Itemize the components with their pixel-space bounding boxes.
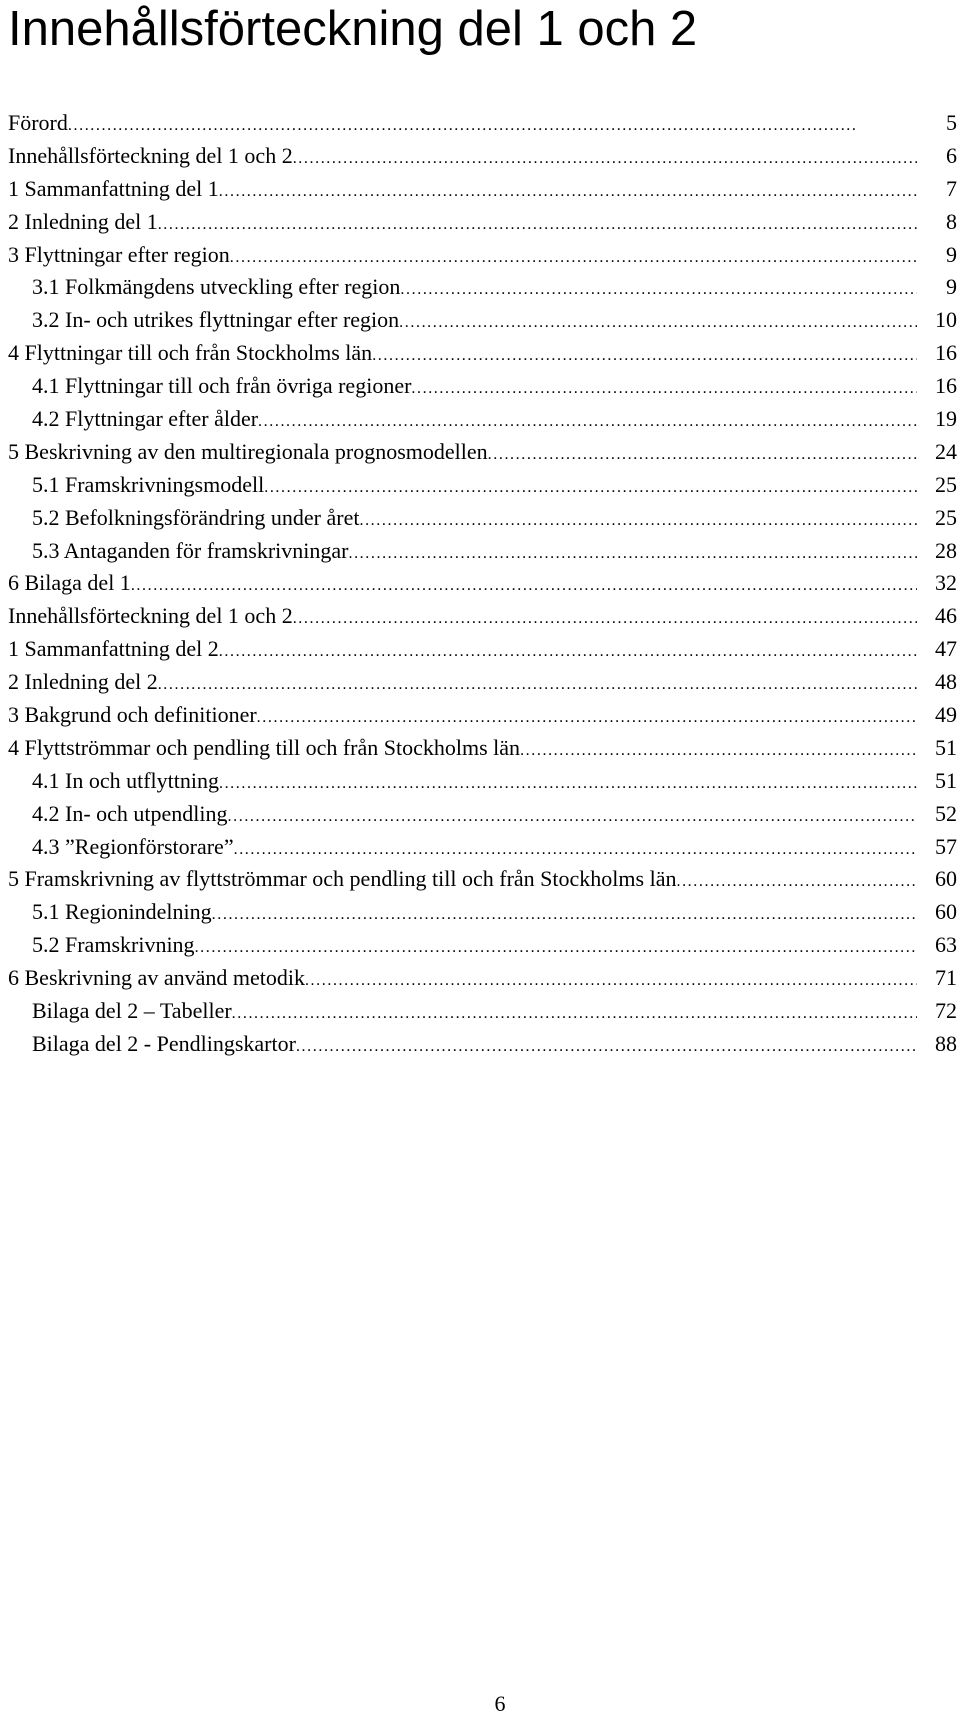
dot-leader <box>411 370 917 405</box>
toc-entry[interactable] <box>0 107 960 140</box>
toc-entry[interactable] <box>0 929 960 962</box>
dot-leader <box>488 436 917 471</box>
toc-entry-title: 1 Sammanfattning del 2 <box>8 633 219 668</box>
dot-leader <box>264 469 917 504</box>
toc-entry-title: 5.1 Framskrivningsmodell <box>32 469 264 504</box>
toc-entry-title: 5.1 Regionindelning <box>32 896 212 931</box>
toc-entry[interactable] <box>0 896 960 929</box>
dot-leader <box>68 107 917 142</box>
toc-entry-page-number: 9 <box>946 274 957 300</box>
toc-entry-link[interactable] <box>8 337 917 372</box>
toc-entry-title: 4 Flyttströmmar och pendling till och från Stockholms län <box>8 732 520 767</box>
toc-entry-link[interactable] <box>8 107 917 142</box>
toc-entry-link[interactable] <box>8 173 917 208</box>
toc-entry-link[interactable] <box>32 1028 917 1063</box>
toc-entry-page-number: 48 <box>935 669 957 695</box>
toc-entry-title: 5.2 Framskrivning <box>32 929 195 964</box>
toc-entry[interactable] <box>0 535 960 568</box>
toc-entry-title: 2 Inledning del 2 <box>8 666 158 701</box>
toc-entry-title: 4 Flyttningar till och från Stockholms län <box>8 337 372 372</box>
toc-entry[interactable] <box>0 666 960 699</box>
toc-entry-page-number: 28 <box>935 537 957 563</box>
toc-entry[interactable] <box>0 502 960 535</box>
dot-leader <box>296 1028 917 1063</box>
dot-leader <box>195 929 917 964</box>
toc-entry-link[interactable] <box>8 699 917 734</box>
toc-entry[interactable] <box>0 469 960 502</box>
toc-entry-page-number: 9 <box>946 241 957 267</box>
toc-entry-link[interactable] <box>32 896 917 931</box>
toc-entry-page-number: 47 <box>935 636 957 662</box>
dot-leader <box>230 239 917 274</box>
toc-entry-link[interactable] <box>8 206 917 241</box>
toc-entry[interactable] <box>0 140 960 173</box>
page-number: 6 <box>494 1691 506 1716</box>
toc-entry-link[interactable] <box>8 732 917 767</box>
toc-entry-page-number: 51 <box>935 734 957 760</box>
page-title: Innehållsförteckning del 1 och 2 <box>8 2 698 56</box>
toc-entry-title: 4.1 In och utflyttning <box>32 765 219 800</box>
dot-leader <box>228 798 917 833</box>
dot-leader <box>131 567 917 602</box>
table-of-contents <box>0 107 960 1061</box>
toc-entry-link[interactable] <box>8 239 917 274</box>
dot-leader <box>232 995 917 1030</box>
toc-entry-link[interactable] <box>8 567 917 602</box>
toc-entry[interactable] <box>0 863 960 896</box>
toc-entry-link[interactable] <box>8 633 917 668</box>
toc-entry-page-number: 6 <box>946 142 957 168</box>
dot-leader <box>676 863 917 898</box>
toc-entry-link[interactable] <box>32 403 917 438</box>
toc-entry[interactable] <box>0 206 960 239</box>
toc-entry[interactable] <box>0 962 960 995</box>
toc-entry-title: Bilaga del 2 - Pendlingskartor <box>32 1028 296 1063</box>
toc-entry-page-number: 10 <box>935 307 957 333</box>
toc-entry-link[interactable] <box>8 863 917 898</box>
toc-entry-title: Innehållsförteckning del 1 och 2 <box>8 600 293 635</box>
toc-entry[interactable] <box>0 567 960 600</box>
dot-leader <box>348 535 917 570</box>
toc-entry[interactable] <box>0 995 960 1028</box>
toc-entry-title: 4.1 Flyttningar till och från övriga regioner <box>32 370 411 405</box>
toc-entry-link[interactable] <box>32 271 917 306</box>
toc-entry-page-number: 5 <box>946 110 957 135</box>
toc-entry-title: 5 Framskrivning av flyttströmmar och pendling till och från Stockholms län <box>8 863 676 898</box>
toc-entry-page-number: 25 <box>935 504 957 530</box>
toc-entry-page-number: 52 <box>935 800 957 826</box>
toc-entry-link[interactable] <box>32 304 917 339</box>
toc-entry-link[interactable] <box>32 765 917 800</box>
toc-entry-page-number: 72 <box>935 998 957 1024</box>
toc-entry-link[interactable] <box>8 140 917 175</box>
dot-leader <box>158 206 917 241</box>
toc-entry-page-number: 19 <box>935 406 957 432</box>
dot-leader <box>293 140 917 175</box>
toc-entry-title: 5.2 Befolkningsförändring under året <box>32 502 359 537</box>
toc-entry-title: 2 Inledning del 1 <box>8 206 158 241</box>
dot-leader <box>158 666 917 701</box>
dot-leader <box>520 732 917 767</box>
toc-entry-title: 3.1 Folkmängdens utveckling efter region <box>32 271 400 306</box>
toc-entry-page-number: 88 <box>935 1030 957 1056</box>
toc-entry-page-number: 16 <box>935 340 957 366</box>
toc-entry-title: 4.3 ”Regionförstorare” <box>32 831 234 866</box>
toc-entry-title: Bilaga del 2 – Tabeller <box>32 995 232 1030</box>
toc-entry-link[interactable] <box>8 962 917 997</box>
toc-entry-page-number: 63 <box>935 932 957 958</box>
dot-leader <box>372 337 917 372</box>
toc-entry[interactable] <box>0 271 960 304</box>
toc-entry-title: 6 Bilaga del 1 <box>8 567 131 602</box>
dot-leader <box>293 600 917 635</box>
toc-entry[interactable] <box>0 600 960 633</box>
dot-leader <box>219 633 917 668</box>
toc-entry-page-number: 60 <box>935 899 957 925</box>
toc-entry-page-number: 46 <box>935 603 957 629</box>
dot-leader <box>212 896 917 931</box>
dot-leader <box>359 502 917 537</box>
toc-entry-title: 5.3 Antaganden för framskrivningar <box>32 535 348 570</box>
toc-entry[interactable] <box>0 699 960 732</box>
toc-entry[interactable] <box>0 1028 960 1061</box>
toc-entry-title: Förord <box>8 107 68 142</box>
toc-entry[interactable] <box>0 633 960 666</box>
toc-entry-title: 6 Beskrivning av använd metodik <box>8 962 305 997</box>
dot-leader <box>234 831 917 866</box>
toc-entry-title: 5 Beskrivning av den multiregionala prognosmodellen <box>8 436 488 471</box>
toc-entry-link[interactable] <box>32 502 917 537</box>
toc-entry-title: Innehållsförteckning del 1 och 2 <box>8 140 293 175</box>
toc-entry[interactable] <box>0 831 960 864</box>
toc-entry-link[interactable] <box>32 995 917 1030</box>
toc-entry-page-number: 57 <box>935 833 957 859</box>
dot-leader <box>400 271 917 306</box>
toc-entry[interactable] <box>0 403 960 436</box>
toc-entry-page-number: 25 <box>935 471 957 497</box>
dot-leader <box>258 403 917 438</box>
toc-entry-link[interactable] <box>8 600 917 635</box>
toc-entry-link[interactable] <box>32 929 917 964</box>
toc-entry[interactable] <box>0 370 960 403</box>
toc-entry-link[interactable] <box>32 831 917 866</box>
toc-entry-title: 3 Bakgrund och definitioner <box>8 699 257 734</box>
toc-entry-page-number: 16 <box>935 373 957 399</box>
toc-entry-title: 1 Sammanfattning del 1 <box>8 173 219 208</box>
toc-entry[interactable] <box>0 765 960 798</box>
toc-entry-title: 3.2 In- och utrikes flyttningar efter region <box>32 304 399 339</box>
dot-leader <box>399 304 917 339</box>
toc-entry-page-number: 71 <box>935 965 957 991</box>
toc-entry-link[interactable] <box>32 798 917 833</box>
dot-leader <box>305 962 917 997</box>
toc-entry-link[interactable] <box>8 436 917 471</box>
toc-entry[interactable] <box>0 732 960 765</box>
toc-entry-page-number: 60 <box>935 866 957 892</box>
toc-entry-page-number: 49 <box>935 702 957 728</box>
toc-entry[interactable] <box>0 304 960 337</box>
dot-leader <box>219 173 917 208</box>
toc-entry-link[interactable] <box>32 370 917 405</box>
toc-entry-title: 3 Flyttningar efter region <box>8 239 230 274</box>
toc-entry[interactable] <box>0 337 960 370</box>
toc-entry[interactable] <box>0 436 960 469</box>
toc-entry[interactable] <box>0 239 960 272</box>
toc-entry-link[interactable] <box>32 535 917 570</box>
toc-entry-page-number: 24 <box>935 438 957 464</box>
toc-entry-link[interactable] <box>8 666 917 701</box>
toc-entry[interactable] <box>0 173 960 206</box>
toc-entry[interactable] <box>0 798 960 831</box>
dot-leader <box>219 765 917 800</box>
toc-entry-title: 4.2 In- och utpendling <box>32 798 228 833</box>
toc-entry-page-number: 51 <box>935 767 957 793</box>
toc-entry-title: 4.2 Flyttningar efter ålder <box>32 403 258 438</box>
toc-entry-link[interactable] <box>32 469 917 504</box>
toc-entry-page-number: 8 <box>946 208 957 234</box>
toc-entry-page-number: 32 <box>935 570 957 596</box>
toc-entry-page-number: 7 <box>946 175 957 201</box>
dot-leader <box>257 699 917 734</box>
